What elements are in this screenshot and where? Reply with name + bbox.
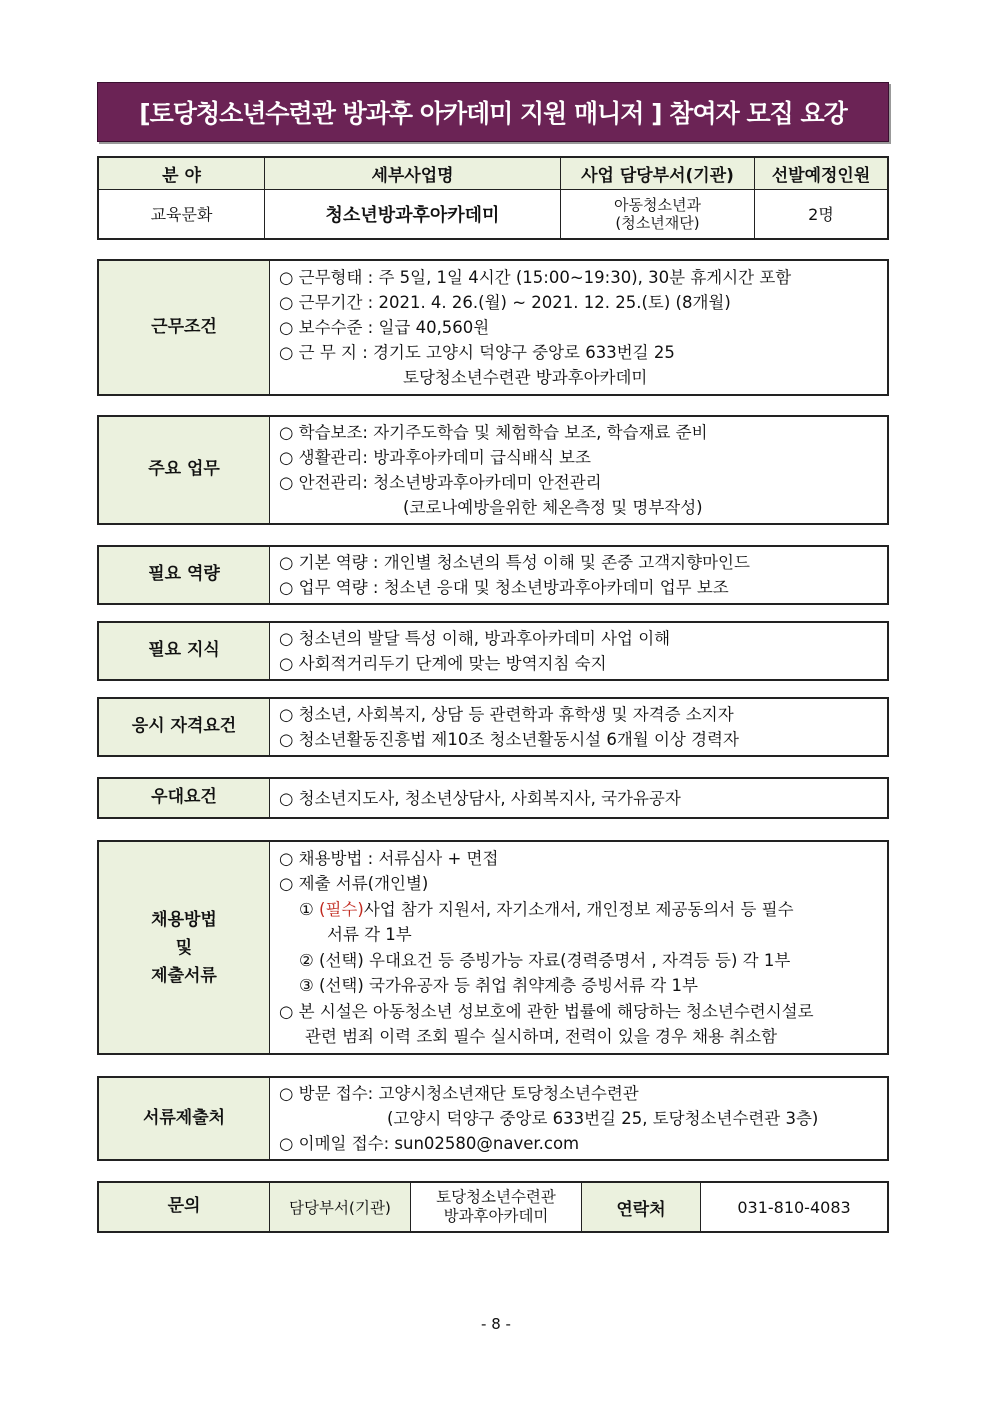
summary-table <box>97 156 889 240</box>
hiring-docs: ○ 제출 서류(개인별) <box>279 874 429 893</box>
hiring-method: ○ 채용방법 : 서류심사 + 면접 <box>279 848 499 868</box>
summary-header-row <box>98 157 888 189</box>
knowledge-label: 필요 지식 <box>98 622 270 680</box>
header-count: 선발예정인원 <box>755 157 889 189</box>
summary-field: 교육문화 <box>98 189 265 239</box>
submission-line1: ○ 방문 접수: 고양시청소년재단 토당청소년수련관 <box>279 1084 639 1103</box>
page-number: - 8 - <box>481 1315 511 1333</box>
contact-dept <box>411 1182 582 1232</box>
preference-table <box>97 777 889 819</box>
contact-phone: 031-810-4083 <box>701 1182 889 1232</box>
hiring-item3: ③ (선택) 국가유공자 등 취업 취약계층 증빙서류 각 1부 <box>299 976 698 995</box>
work-conditions-table <box>97 259 889 396</box>
duties-line: (코로나예방을위한 체온측정 및 명부작성) <box>403 498 703 517</box>
work-label: 근무조건 <box>98 260 270 395</box>
header-project: 세부사업명 <box>265 157 561 189</box>
work-line: ○ 근무형태 : 주 5일, 1일 4시간 (15:00~19:30), 30분 휴게시간 포함 <box>279 268 792 287</box>
hiring-body <box>270 841 889 1054</box>
competency-table <box>97 545 889 605</box>
knowledge-table <box>97 621 889 681</box>
duties-body <box>270 416 889 524</box>
hiring-label-line3: 제출서류 <box>151 965 217 986</box>
contact-table <box>97 1181 889 1233</box>
contact-dept-label: 담당부서(기관) <box>270 1182 411 1232</box>
work-line: 토당청소년수련관 방과후아카데미 <box>403 368 648 387</box>
hiring-note2: 관련 범죄 이력 조회 필수 실시하며, 전력이 있을 경우 채용 취소함 <box>305 1027 778 1046</box>
qualification-line: ○ 청소년, 사회복지, 상담 등 관련학과 휴학생 및 자격증 소지자 <box>279 705 734 724</box>
hiring-note1: ○ 본 시설은 아동청소년 성보호에 관한 법률에 해당하는 청소년수련시설로 <box>279 1001 814 1021</box>
summary-project: 청소년방과후아카데미 <box>265 189 561 239</box>
competency-line: ○ 기본 역량 : 개인별 청소년의 특성 이해 및 존중 고객지향마인드 <box>279 553 750 572</box>
preference-label: 우대요건 <box>98 778 270 818</box>
hiring-label <box>98 841 270 1054</box>
preference-body <box>270 778 889 818</box>
page-title: [토당청소년수련관 방과후 아카데미 지원 매니저 ] 참여자 모집 요강 <box>139 99 847 128</box>
header-field: 분 야 <box>98 157 265 189</box>
duties-line: ○ 안전관리: 청소년방과후아카데미 안전관리 <box>279 473 602 492</box>
summary-count: 2명 <box>755 189 889 239</box>
qualification-table <box>97 697 889 757</box>
hiring-label-line2: 및 <box>175 937 193 958</box>
page-title-box <box>97 82 889 142</box>
item1-number: ① <box>299 899 314 919</box>
summary-dept-line2: (청소년재단) <box>615 213 700 232</box>
header-dept: 사업 담당부서(기관) <box>561 157 755 189</box>
work-line: ○ 보수수준 : 일급 40,560원 <box>279 318 490 337</box>
work-line: ○ 근 무 지 : 경기도 고양시 덕양구 중앙로 633번길 25 <box>279 343 675 362</box>
qualification-body <box>270 698 889 756</box>
qualification-label: 응시 자격요건 <box>98 698 270 756</box>
submission-line2: (고양시 덕양구 중앙로 633번길 25, 토당청소년수련관 3층) <box>387 1109 819 1128</box>
knowledge-line: ○ 청소년의 발달 특성 이해, 방과후아카데미 사업 이해 <box>279 629 671 648</box>
qualification-line: ○ 청소년활동진흥법 제10조 청소년활동시설 6개월 이상 경력자 <box>279 730 739 749</box>
hiring-item2: ② (선택) 우대요건 등 증빙가능 자료(경력증명서 , 자격등 등) 각 1부 <box>299 950 791 970</box>
item1-text: 사업 참가 지원서, 자기소개서, 개인정보 제공동의서 등 필수 <box>363 899 794 919</box>
submission-body <box>270 1077 889 1160</box>
knowledge-line: ○ 사회적거리두기 단계에 맞는 방역지침 숙지 <box>279 654 607 673</box>
competency-label: 필요 역량 <box>98 546 270 604</box>
summary-row <box>98 189 888 239</box>
work-body <box>270 260 889 395</box>
submission-line3: ○ 이메일 접수: sun02580@naver.com <box>279 1134 580 1153</box>
work-line: ○ 근무기간 : 2021. 4. 26.(월) ~ 2021. 12. 25.(토) (8개월) <box>279 293 731 312</box>
competency-line: ○ 업무 역량 : 청소년 응대 및 청소년방과후아카데미 업무 보조 <box>279 578 729 597</box>
contact-phone-label: 연락처 <box>582 1182 701 1232</box>
hiring-item1 <box>279 897 878 923</box>
contact-dept-line1: 토당청소년수련관 <box>436 1188 556 1206</box>
contact-dept-line2: 방과후아카데미 <box>443 1207 549 1225</box>
submission-label: 서류제출처 <box>98 1077 270 1160</box>
hiring-item1-cont: 서류 각 1부 <box>327 925 412 944</box>
submission-table <box>97 1076 889 1161</box>
duties-table <box>97 415 889 525</box>
duties-line: ○ 학습보조: 자기주도학습 및 체험학습 보조, 학습재료 준비 <box>279 423 708 442</box>
hiring-table <box>97 840 889 1055</box>
summary-dept <box>561 189 755 239</box>
knowledge-body <box>270 622 889 680</box>
preference-line: ○ 청소년지도사, 청소년상담사, 사회복지사, 국가유공자 <box>279 788 681 808</box>
contact-label: 문의 <box>98 1182 270 1232</box>
summary-dept-line1: 아동청소년과 <box>614 195 701 214</box>
duties-line: ○ 생활관리: 방과후아카데미 급식배식 보조 <box>279 448 591 467</box>
duties-label: 주요 업무 <box>98 416 270 524</box>
item1-required: (필수) <box>319 899 364 919</box>
competency-body <box>270 546 889 604</box>
hiring-label-line1: 채용방법 <box>151 909 217 930</box>
